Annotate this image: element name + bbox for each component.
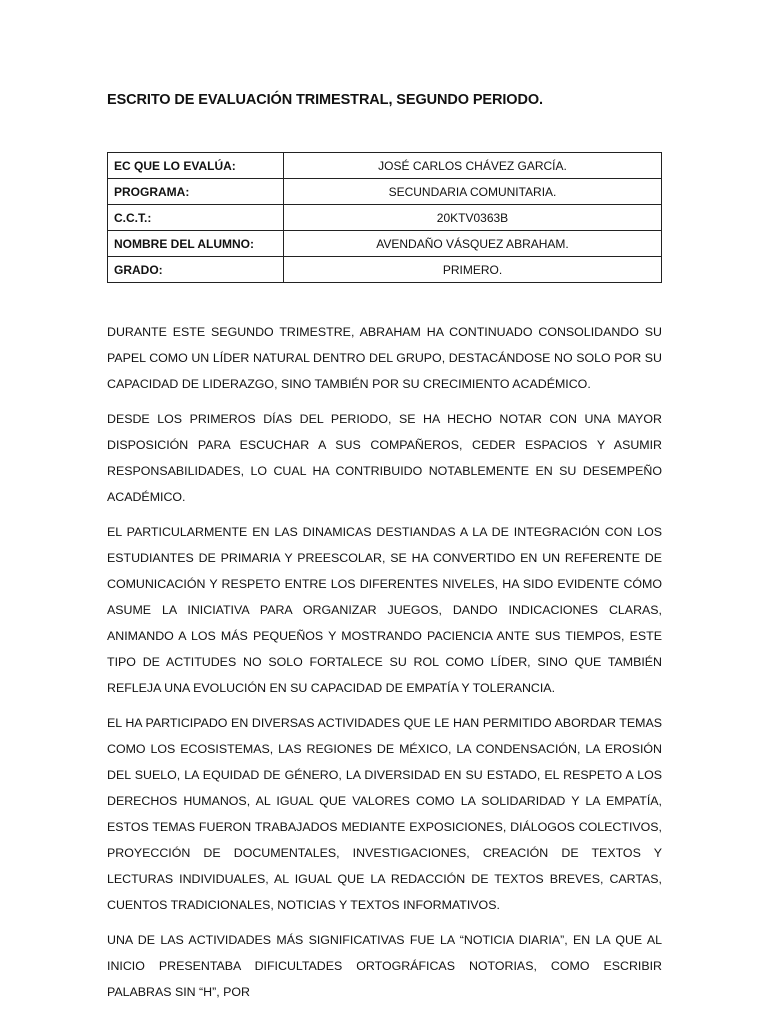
grade-label: GRADO: [108, 257, 284, 283]
body-paragraph-2: DESDE LOS PRIMEROS DÍAS DEL PERIODO, SE HA HECHO NOTAR CON UNA MAYOR DISPOSICIÓN PARA ESCUCHAR A SUS COMPAÑEROS, CEDER ESPACIOS Y ASUMIR RESPONSABILIDADES, LO CUAL HA CONTRIBUIDO NOTABLEMENTE EN SU DESEMPEÑO ACADÉMICO. [107, 412, 662, 504]
cct-label: C.C.T.: [108, 205, 284, 231]
table-row [108, 257, 662, 283]
evaluator-value: JOSÉ CARLOS CHÁVEZ GARCÍA. [284, 153, 662, 179]
document-title: ESCRITO DE EVALUACIÓN TRIMESTRAL, SEGUNDO PERIODO. [107, 92, 543, 108]
table-row [108, 153, 662, 179]
body-paragraph-1: DURANTE ESTE SEGUNDO TRIMESTRE, ABRAHAM HA CONTINUADO CONSOLIDANDO SU PAPEL COMO UN LÍDER NATURAL DENTRO DEL GRUPO, DESTACÁNDOSE NO SOLO POR SU CAPACIDAD DE LIDERAZGO, SINO TAMBIÉN POR SU CRECIMIENTO ACADÉMICO. [107, 325, 662, 391]
body-paragraph-4: EL HA PARTICIPADO EN DIVERSAS ACTIVIDADES QUE LE HAN PERMITIDO ABORDAR TEMAS COMO LOS ECOSISTEMAS, LAS REGIONES DE MÉXICO, LA CONDENSACIÓN, LA EROSIÓN DEL SUELO, LA EQUIDAD DE GÉNERO, LA DIVERSIDAD EN SU ESTADO, EL RESPETO A LOS DERECHOS HUMANOS, AL IGUAL QUE VALORES COMO LA SOLIDARIDAD Y LA EMPATÍA, ESTOS TEMAS FUERON TRABAJADOS MEDIANTE EXPOSICIONES, DIÁLOGOS COLECTIVOS, PROYECCIÓN DE DOCUMENTALES, INVESTIGACIONES, CREACIÓN DE TEXTOS Y LECTURAS INDIVIDUALES, AL IGUAL QUE LA REDACCIÓN DE TEXTOS BREVES, CARTAS, CUENTOS TRADICIONALES, NOTICIAS Y TEXTOS INFORMATIVOS. [107, 716, 662, 912]
body-paragraph-5: UNA DE LAS ACTIVIDADES MÁS SIGNIFICATIVAS FUE LA “NOTICIA DIARIA”, EN LA QUE AL INICIO PRESENTABA DIFICULTADES ORTOGRÁFICAS NOTORIAS, COMO ESCRIBIR PALABRAS SIN “H”, POR [107, 933, 662, 999]
student-name-label: NOMBRE DEL ALUMNO: [108, 231, 284, 257]
evaluation-body [107, 319, 662, 1014]
grade-value: PRIMERO. [284, 257, 662, 283]
table-row [108, 179, 662, 205]
student-name-value: AVENDAÑO VÁSQUEZ ABRAHAM. [284, 231, 662, 257]
body-paragraph-3: EL PARTICULARMENTE EN LAS DINAMICAS DESTIANDAS A LA DE INTEGRACIÓN CON LOS ESTUDIANTES DE PRIMARIA Y PREESCOLAR, SE HA CONVERTIDO EN UN REFERENTE DE COMUNICACIÓN Y RESPETO ENTRE LOS DIFERENTES NIVELES, HA SIDO EVIDENTE CÓMO ASUME LA INICIATIVA PARA ORGANIZAR JUEGOS, DANDO INDICACIONES CLARAS, ANIMANDO A LOS MÁS PEQUEÑOS Y MOSTRANDO PACIENCIA ANTE SUS TIEMPOS, ESTE TIPO DE ACTITUDES NO SOLO FORTALECE SU ROL COMO LÍDER, SINO QUE TAMBIÉN REFLEJA UNA EVOLUCIÓN EN SU CAPACIDAD DE EMPATÍA Y TOLERANCIA. [107, 525, 662, 695]
table-row [108, 205, 662, 231]
table-row [108, 231, 662, 257]
program-value: SECUNDARIA COMUNITARIA. [284, 179, 662, 205]
student-info-table [107, 152, 662, 283]
evaluator-label: EC QUE LO EVALÚA: [108, 153, 284, 179]
cct-value: 20KTV0363B [284, 205, 662, 231]
program-label: PROGRAMA: [108, 179, 284, 205]
